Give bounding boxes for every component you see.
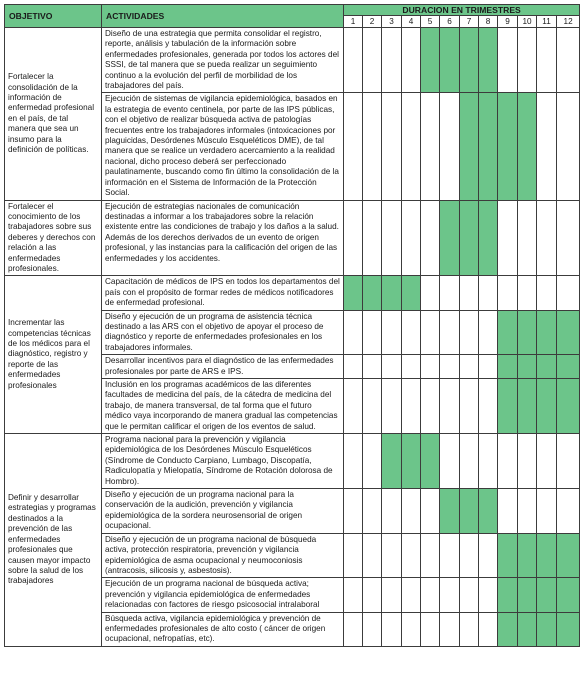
quarter-cell bbox=[479, 578, 498, 612]
active-quarter-cell bbox=[460, 93, 479, 200]
quarter-cell bbox=[557, 489, 580, 534]
quarter-cell bbox=[363, 612, 382, 646]
quarter-cell bbox=[382, 93, 402, 200]
quarter-cell bbox=[460, 578, 479, 612]
quarter-cell bbox=[344, 93, 363, 200]
quarter-cell bbox=[382, 355, 402, 379]
active-quarter-cell bbox=[498, 533, 518, 578]
quarter-cell bbox=[537, 434, 557, 489]
quarter-cell bbox=[498, 276, 518, 310]
quarter-cell bbox=[440, 93, 460, 200]
quarter-cell bbox=[421, 578, 440, 612]
activity-cell: Diseño de una estrategia que permita consolidar el registro, reporte, análisis y tabulación de la información sobre enfermedades profesionales, generada por todos los actores del SSSI, de tal manera que se pueda realizar un seguimiento continuo a la evolución del perfil de morbilidad de los trabajadores del país. bbox=[102, 28, 344, 93]
active-quarter-cell bbox=[537, 612, 557, 646]
quarter-cell bbox=[402, 379, 421, 434]
quarter-header: 10 bbox=[518, 16, 537, 28]
quarter-cell bbox=[479, 379, 498, 434]
quarter-cell bbox=[382, 28, 402, 93]
quarter-cell bbox=[479, 355, 498, 379]
objective-cell: Fortalecer el conocimiento de los trabajadores sobre sus deberes y derechos con relación a las enfermedades profesionales. bbox=[5, 200, 102, 276]
quarter-cell bbox=[537, 28, 557, 93]
quarter-cell bbox=[402, 93, 421, 200]
quarter-cell bbox=[363, 434, 382, 489]
quarter-header: 11 bbox=[537, 16, 557, 28]
activity-cell: Ejecución de sistemas de vigilancia epidemiológica, basados en la estrategia de evento centinela, por parte de las IPS públicas, con el objetivo de realizar búsqueda activa de patologías frecuentes entre los trabajadores informales (intoxicaciones por plaguicidas, Desórdenes Músculo Esqueléticos DME), de tal manera que se realice un verdadero acercamiento a la realidad nacional, dicho proceso deberá ser perfeccionado paulatinamente, buscando como fin último la consolidación de la información en el Sistema de Información de la Protección Social. bbox=[102, 93, 344, 200]
quarter-cell bbox=[382, 200, 402, 276]
active-quarter-cell bbox=[537, 578, 557, 612]
quarter-cell bbox=[460, 276, 479, 310]
active-quarter-cell bbox=[518, 93, 537, 200]
activity-cell: Capacitación de médicos de IPS en todos los departamentos del país con el propósito de formar redes de médicos notificadores de enfermedad profesional. bbox=[102, 276, 344, 310]
objective-cell: Fortalecer la consolidación de la información de enfermedad profesional en el país, de tal manera que sea un insumo para la definición de políticas. bbox=[5, 28, 102, 201]
quarter-cell bbox=[402, 489, 421, 534]
active-quarter-cell bbox=[557, 533, 580, 578]
quarter-cell bbox=[421, 533, 440, 578]
activity-cell: Búsqueda activa, vigilancia epidemiológica y prevención de enfermedades profesionales de alto costo ( cáncer de origen ocupacional, nefropatías, etc). bbox=[102, 612, 344, 646]
quarter-cell bbox=[344, 310, 363, 355]
quarter-cell bbox=[402, 533, 421, 578]
active-quarter-cell bbox=[557, 310, 580, 355]
quarter-cell bbox=[537, 93, 557, 200]
quarter-header: 3 bbox=[382, 16, 402, 28]
quarter-cell bbox=[402, 28, 421, 93]
active-quarter-cell bbox=[440, 489, 460, 534]
activity-cell: Diseño y ejecución de un programa nacional de búsqueda activa, protección respiratoria, prevención y vigilancia epidemiológica de asma ocupacional y neumoconiosis (antracosis, silicosis y, asbestosis). bbox=[102, 533, 344, 578]
quarter-cell bbox=[557, 434, 580, 489]
quarter-cell bbox=[344, 434, 363, 489]
active-quarter-cell bbox=[498, 379, 518, 434]
activity-cell: Ejecución de estrategias nacionales de comunicación destinadas a informar a los trabajadores sobre la relación existente entre las condiciones de trabajo y los daños a la salud. Además de los derechos derivados de un evento de origen profesional, y las instancias para la calificación del origen de las enfermedades y los accidentes. bbox=[102, 200, 344, 276]
quarter-cell bbox=[402, 612, 421, 646]
active-quarter-cell bbox=[518, 533, 537, 578]
quarter-cell bbox=[421, 93, 440, 200]
quarter-cell bbox=[557, 93, 580, 200]
active-quarter-cell bbox=[518, 310, 537, 355]
quarter-cell bbox=[363, 489, 382, 534]
quarter-cell bbox=[518, 276, 537, 310]
quarter-cell bbox=[344, 355, 363, 379]
quarter-cell bbox=[537, 200, 557, 276]
quarter-header: 4 bbox=[402, 16, 421, 28]
quarter-header: 12 bbox=[557, 16, 580, 28]
quarter-cell bbox=[363, 355, 382, 379]
objective-cell: Definir y desarrollar estrategias y programas destinados a la prevención de las enfermedades profesionales que causen mayor impacto sobre la salud de los trabajadores bbox=[5, 434, 102, 647]
active-quarter-cell bbox=[460, 489, 479, 534]
quarter-cell bbox=[344, 533, 363, 578]
quarter-cell bbox=[382, 612, 402, 646]
quarter-cell bbox=[498, 28, 518, 93]
active-quarter-cell bbox=[479, 489, 498, 534]
quarter-cell bbox=[460, 612, 479, 646]
quarter-cell bbox=[479, 310, 498, 355]
quarter-cell bbox=[363, 200, 382, 276]
quarter-cell bbox=[382, 489, 402, 534]
quarter-header: 1 bbox=[344, 16, 363, 28]
quarter-cell bbox=[344, 28, 363, 93]
quarter-cell bbox=[518, 28, 537, 93]
active-quarter-cell bbox=[498, 355, 518, 379]
quarter-cell bbox=[382, 578, 402, 612]
activity-cell: Diseño y ejecución de un programa de asistencia técnica destinado a las ARS con el objetivo de apoyar el proceso de diagnóstico y reporte de enfermedades profesionales en los trabajadores informales. bbox=[102, 310, 344, 355]
active-quarter-cell bbox=[557, 612, 580, 646]
active-quarter-cell bbox=[421, 434, 440, 489]
quarter-header: 7 bbox=[460, 16, 479, 28]
quarter-cell bbox=[557, 276, 580, 310]
quarter-cell bbox=[344, 612, 363, 646]
quarter-cell bbox=[363, 533, 382, 578]
activity-cell: Inclusión en los programas académicos de las diferentes facultades de medicina del país, de la cátedra de medicina del trabajo, de manera transversal, de tal forma que el futuro médico vaya incorporando de manera gradual las competencias que le permitan calificar el origen de los eventos de salud. bbox=[102, 379, 344, 434]
quarter-cell bbox=[498, 200, 518, 276]
active-quarter-cell bbox=[479, 28, 498, 93]
quarter-cell bbox=[440, 578, 460, 612]
quarter-cell bbox=[479, 533, 498, 578]
active-quarter-cell bbox=[537, 379, 557, 434]
active-quarter-cell bbox=[557, 355, 580, 379]
quarter-cell bbox=[460, 379, 479, 434]
quarter-header: 9 bbox=[498, 16, 518, 28]
schedule-body bbox=[5, 28, 580, 647]
activity-row bbox=[5, 200, 580, 276]
quarter-cell bbox=[344, 578, 363, 612]
quarter-cell bbox=[440, 276, 460, 310]
active-quarter-cell bbox=[537, 533, 557, 578]
quarter-cell bbox=[498, 489, 518, 534]
active-quarter-cell bbox=[479, 200, 498, 276]
active-quarter-cell bbox=[518, 379, 537, 434]
quarter-cell bbox=[557, 200, 580, 276]
quarter-cell bbox=[421, 310, 440, 355]
quarter-cell bbox=[363, 379, 382, 434]
quarter-cell bbox=[421, 489, 440, 534]
quarter-cell bbox=[421, 612, 440, 646]
quarter-cell bbox=[363, 28, 382, 93]
quarter-cell bbox=[344, 379, 363, 434]
quarter-cell bbox=[402, 310, 421, 355]
active-quarter-cell bbox=[518, 612, 537, 646]
active-quarter-cell bbox=[460, 200, 479, 276]
quarter-cell bbox=[382, 533, 402, 578]
quarter-cell bbox=[421, 276, 440, 310]
active-quarter-cell bbox=[537, 355, 557, 379]
active-quarter-cell bbox=[498, 310, 518, 355]
active-quarter-cell bbox=[363, 276, 382, 310]
quarter-cell bbox=[518, 489, 537, 534]
duration-header: DURACION EN TRIMESTRES bbox=[344, 5, 580, 16]
quarter-cell bbox=[460, 310, 479, 355]
schedule-table bbox=[4, 4, 580, 647]
quarter-cell bbox=[421, 200, 440, 276]
active-quarter-cell bbox=[440, 28, 460, 93]
activities-header: ACTIVIDADES bbox=[102, 5, 344, 28]
quarter-cell bbox=[344, 200, 363, 276]
active-quarter-cell bbox=[537, 310, 557, 355]
quarter-cell bbox=[537, 489, 557, 534]
activity-cell: Diseño y ejecución de un programa nacional para la conservación de la audición, prevención y vigilancia epidemiológica de la sordera neurosensorial de origen ocupacional. bbox=[102, 489, 344, 534]
quarter-cell bbox=[460, 533, 479, 578]
objective-header: OBJETIVO bbox=[5, 5, 102, 28]
active-quarter-cell bbox=[518, 578, 537, 612]
activity-row bbox=[5, 28, 580, 93]
quarter-cell bbox=[363, 578, 382, 612]
quarter-cell bbox=[479, 434, 498, 489]
active-quarter-cell bbox=[498, 578, 518, 612]
quarter-cell bbox=[382, 310, 402, 355]
activity-cell: Ejecución de un programa nacional de búsqueda activa; prevención y vigilancia epidemiológica de enfermedades relacionadas con factores de riesgo psicosocial intralaboral bbox=[102, 578, 344, 612]
active-quarter-cell bbox=[344, 276, 363, 310]
quarter-cell bbox=[518, 434, 537, 489]
quarter-cell bbox=[440, 434, 460, 489]
quarter-cell bbox=[498, 434, 518, 489]
activity-cell: Desarrollar incentivos para el diagnóstico de las enfermedades profesionales por parte de ARS e IPS. bbox=[102, 355, 344, 379]
active-quarter-cell bbox=[402, 434, 421, 489]
quarter-cell bbox=[363, 310, 382, 355]
quarter-header: 5 bbox=[421, 16, 440, 28]
quarter-cell bbox=[440, 355, 460, 379]
active-quarter-cell bbox=[402, 276, 421, 310]
quarter-cell bbox=[537, 276, 557, 310]
quarter-cell bbox=[402, 355, 421, 379]
active-quarter-cell bbox=[382, 434, 402, 489]
active-quarter-cell bbox=[557, 578, 580, 612]
quarter-cell bbox=[440, 310, 460, 355]
active-quarter-cell bbox=[479, 93, 498, 200]
quarter-cell bbox=[440, 612, 460, 646]
quarter-cell bbox=[479, 276, 498, 310]
quarter-cell bbox=[402, 578, 421, 612]
quarter-cell bbox=[479, 612, 498, 646]
active-quarter-cell bbox=[440, 200, 460, 276]
quarter-cell bbox=[421, 379, 440, 434]
quarter-cell bbox=[440, 379, 460, 434]
activity-row bbox=[5, 434, 580, 489]
quarter-cell bbox=[382, 379, 402, 434]
objective-cell: Incrementar las competencias técnicas de los médicos para el diagnóstico, registro y reporte de las enfermedades profesionales bbox=[5, 276, 102, 434]
quarter-cell bbox=[402, 200, 421, 276]
quarter-cell bbox=[344, 489, 363, 534]
active-quarter-cell bbox=[498, 93, 518, 200]
quarter-header: 6 bbox=[440, 16, 460, 28]
quarter-header: 2 bbox=[363, 16, 382, 28]
active-quarter-cell bbox=[421, 28, 440, 93]
quarter-cell bbox=[421, 355, 440, 379]
active-quarter-cell bbox=[382, 276, 402, 310]
activity-cell: Programa nacional para la prevención y vigilancia epidemiológica de los Desórdenes Músculo Esqueléticos (Síndrome de Conducto Carpiano, Lumbago, Discopatía, Radiculopatía y Mielopatía, Síndrome de Rotación dolorosa de Hombro). bbox=[102, 434, 344, 489]
activity-row bbox=[5, 276, 580, 310]
quarter-cell bbox=[440, 533, 460, 578]
quarter-header: 8 bbox=[479, 16, 498, 28]
quarter-cell bbox=[518, 200, 537, 276]
active-quarter-cell bbox=[518, 355, 537, 379]
quarter-cell bbox=[460, 434, 479, 489]
quarter-cell bbox=[363, 93, 382, 200]
quarter-cell bbox=[460, 355, 479, 379]
active-quarter-cell bbox=[498, 612, 518, 646]
quarter-cell bbox=[557, 28, 580, 93]
active-quarter-cell bbox=[557, 379, 580, 434]
active-quarter-cell bbox=[460, 28, 479, 93]
